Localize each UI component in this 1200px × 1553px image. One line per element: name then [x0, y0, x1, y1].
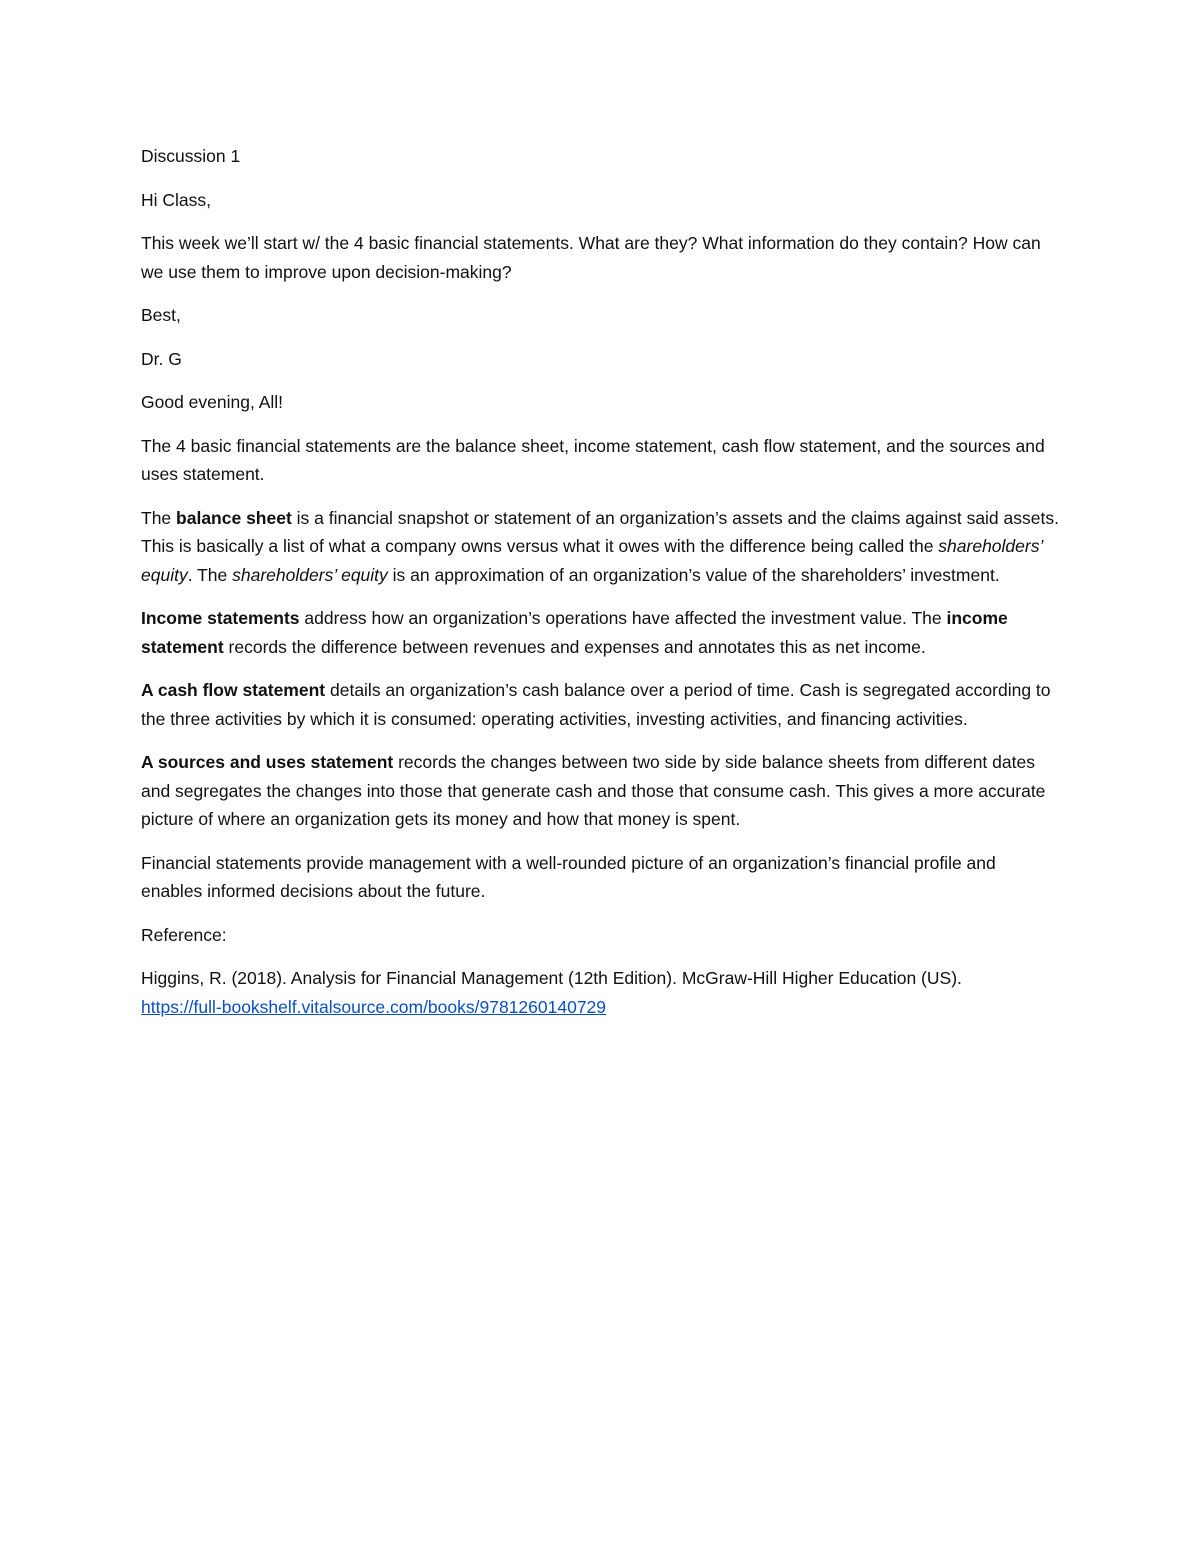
reference-entry	[141, 964, 1061, 1021]
reference-citation: Higgins, R. (2018). Analysis for Financial Management (12th Edition). McGraw-Hill Higher Education (US).	[141, 968, 962, 988]
income-statement-text-1: address how an organization’s operations have affected the investment value. The	[299, 608, 947, 628]
cash-flow-paragraph	[141, 676, 1061, 733]
income-statement-paragraph	[141, 604, 1061, 661]
reply-greeting: Good evening, All!	[141, 392, 284, 412]
signoff: Best,	[141, 305, 181, 325]
income-statement-term-2: income statement	[141, 608, 1008, 657]
cash-flow-term: A cash flow statement	[141, 680, 326, 700]
sources-uses-text: records the changes between two side by side balance sheets from different dates and segregates the changes into those that generate cash and those that consume cash. This gives a more accurate picture of where an organization gets its money and how that money is spent.	[141, 752, 1046, 829]
income-statement-text-2: records the difference between revenues and expenses and annotates this as net income.	[223, 636, 926, 657]
signature: Dr. G	[141, 348, 182, 369]
balance-sheet-text-3: is an approximation of an organization’s value of the shareholders’ investment.	[387, 564, 1000, 585]
reference-link[interactable]: https://full-bookshelf.vitalsource.com/books/9781260140729	[141, 996, 607, 1017]
balance-sheet-text-1: is a financial snapshot or statement of an organization’s assets and the claims against said assets. This is basically a list of what a company owns versus what it owes with the difference being called the	[141, 507, 1059, 556]
income-statement-term-1: Income statements	[141, 608, 300, 628]
balance-sheet-italic-1: shareholders’ equity	[141, 536, 1043, 585]
prompt-paragraph: This week we’ll start w/ the 4 basic financial statements. What are they? What information do they contain? How can we use them to improve upon decision-making?	[141, 233, 1041, 282]
balance-sheet-italic-2: shareholders’ equity	[232, 564, 388, 585]
balance-sheet-lead: The	[141, 507, 177, 528]
document-title: Discussion 1	[141, 146, 241, 166]
balance-sheet-text-2: . The	[187, 564, 233, 585]
greeting: Hi Class,	[141, 189, 212, 210]
balance-sheet-term: balance sheet	[176, 507, 292, 528]
cash-flow-text: details an organization’s cash balance over a period of time. Cash is segregated according to the three activities by which it is consumed: operating activities, investing activities, and financing activities.	[141, 680, 1051, 729]
sources-uses-term: A sources and uses statement	[141, 752, 394, 772]
document-page	[141, 142, 1061, 1036]
conclusion-paragraph: Financial statements provide management with a well-rounded picture of an organization’s financial profile and enables informed decisions about the future.	[141, 852, 996, 901]
reference-label: Reference:	[141, 924, 227, 945]
intro-paragraph: The 4 basic financial statements are the balance sheet, income statement, cash flow statement, and the sources and uses statement.	[141, 435, 1045, 484]
balance-sheet-paragraph	[141, 504, 1061, 590]
sources-uses-paragraph	[141, 748, 1061, 834]
